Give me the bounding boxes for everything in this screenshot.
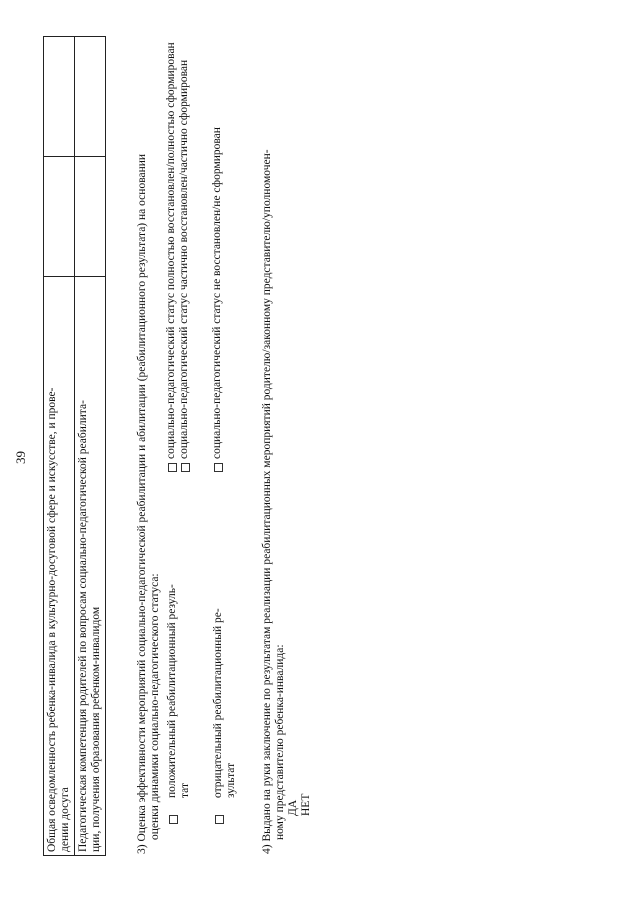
section-4-line: 4) Выдано на руки заключение по результатам реализации реабилитационных мероприятий родителю/законному представителю/уполномочен- [261, 149, 273, 854]
option-label: социально-педагогический статус частично восстановлен/частично сформирован [178, 59, 190, 459]
positive-result-label-line: тат [179, 783, 191, 798]
table-row [44, 37, 75, 856]
criteria-table [43, 36, 106, 856]
checkbox-negative-result[interactable] [215, 815, 224, 824]
section-3-heading: 3) Оценка эффективности мероприятий социально-педагогической реабилитации и абилитации (реабилитационного результата) на основании [136, 153, 148, 854]
answer-no: НЕТ [300, 793, 312, 816]
criterion-text: дении досуга [58, 787, 71, 852]
section-4-line: ному представителю ребенка-инвалида: [274, 644, 286, 840]
positive-result-label [166, 584, 192, 798]
table-cell-criterion [75, 276, 106, 855]
criterion-text: Общая осведомленность ребенка-инвалида в культурно-досуговой сфере и искусстве, и прове- [46, 387, 58, 852]
table-cell-empty [75, 37, 106, 157]
section-3-lead: оценки динамики социально-педагогического статуса: [149, 573, 161, 840]
checkbox-positive-result[interactable] [169, 815, 178, 824]
negative-result-label [212, 608, 238, 798]
negative-result-label-line: отрицательный реабилитационный ре- [212, 608, 224, 798]
section-3-efficiency [136, 34, 237, 854]
option-label: социально-педагогический статус полностью восстановлен/полностью сформирован [165, 42, 177, 459]
checkbox-not-restored[interactable] [214, 463, 223, 472]
page-number: 39 [13, 451, 28, 464]
checkbox-partially-restored[interactable] [181, 463, 190, 472]
section-4-conclusion [261, 34, 313, 854]
table-cell-criterion [44, 276, 75, 855]
table-cell-empty [75, 156, 106, 276]
positive-result-label-line: положительный реабилитационный резуль- [166, 584, 178, 798]
checkbox-fully-restored[interactable] [168, 463, 177, 472]
criterion-text: ции, получения образования ребенком-инвалидом [89, 606, 102, 852]
table-cell-empty [44, 156, 75, 276]
table-cell-empty [44, 37, 75, 157]
negative-result-label-line: зультат [225, 762, 237, 798]
table-row [75, 37, 106, 856]
answer-yes: ДА [287, 799, 299, 816]
criterion-text: Педагогическая компетенция родителей по вопросам социально-педагогической реабилита- [77, 400, 89, 852]
option-label: социально-педагогический статус не восстановлен/не сформирован [211, 127, 223, 459]
